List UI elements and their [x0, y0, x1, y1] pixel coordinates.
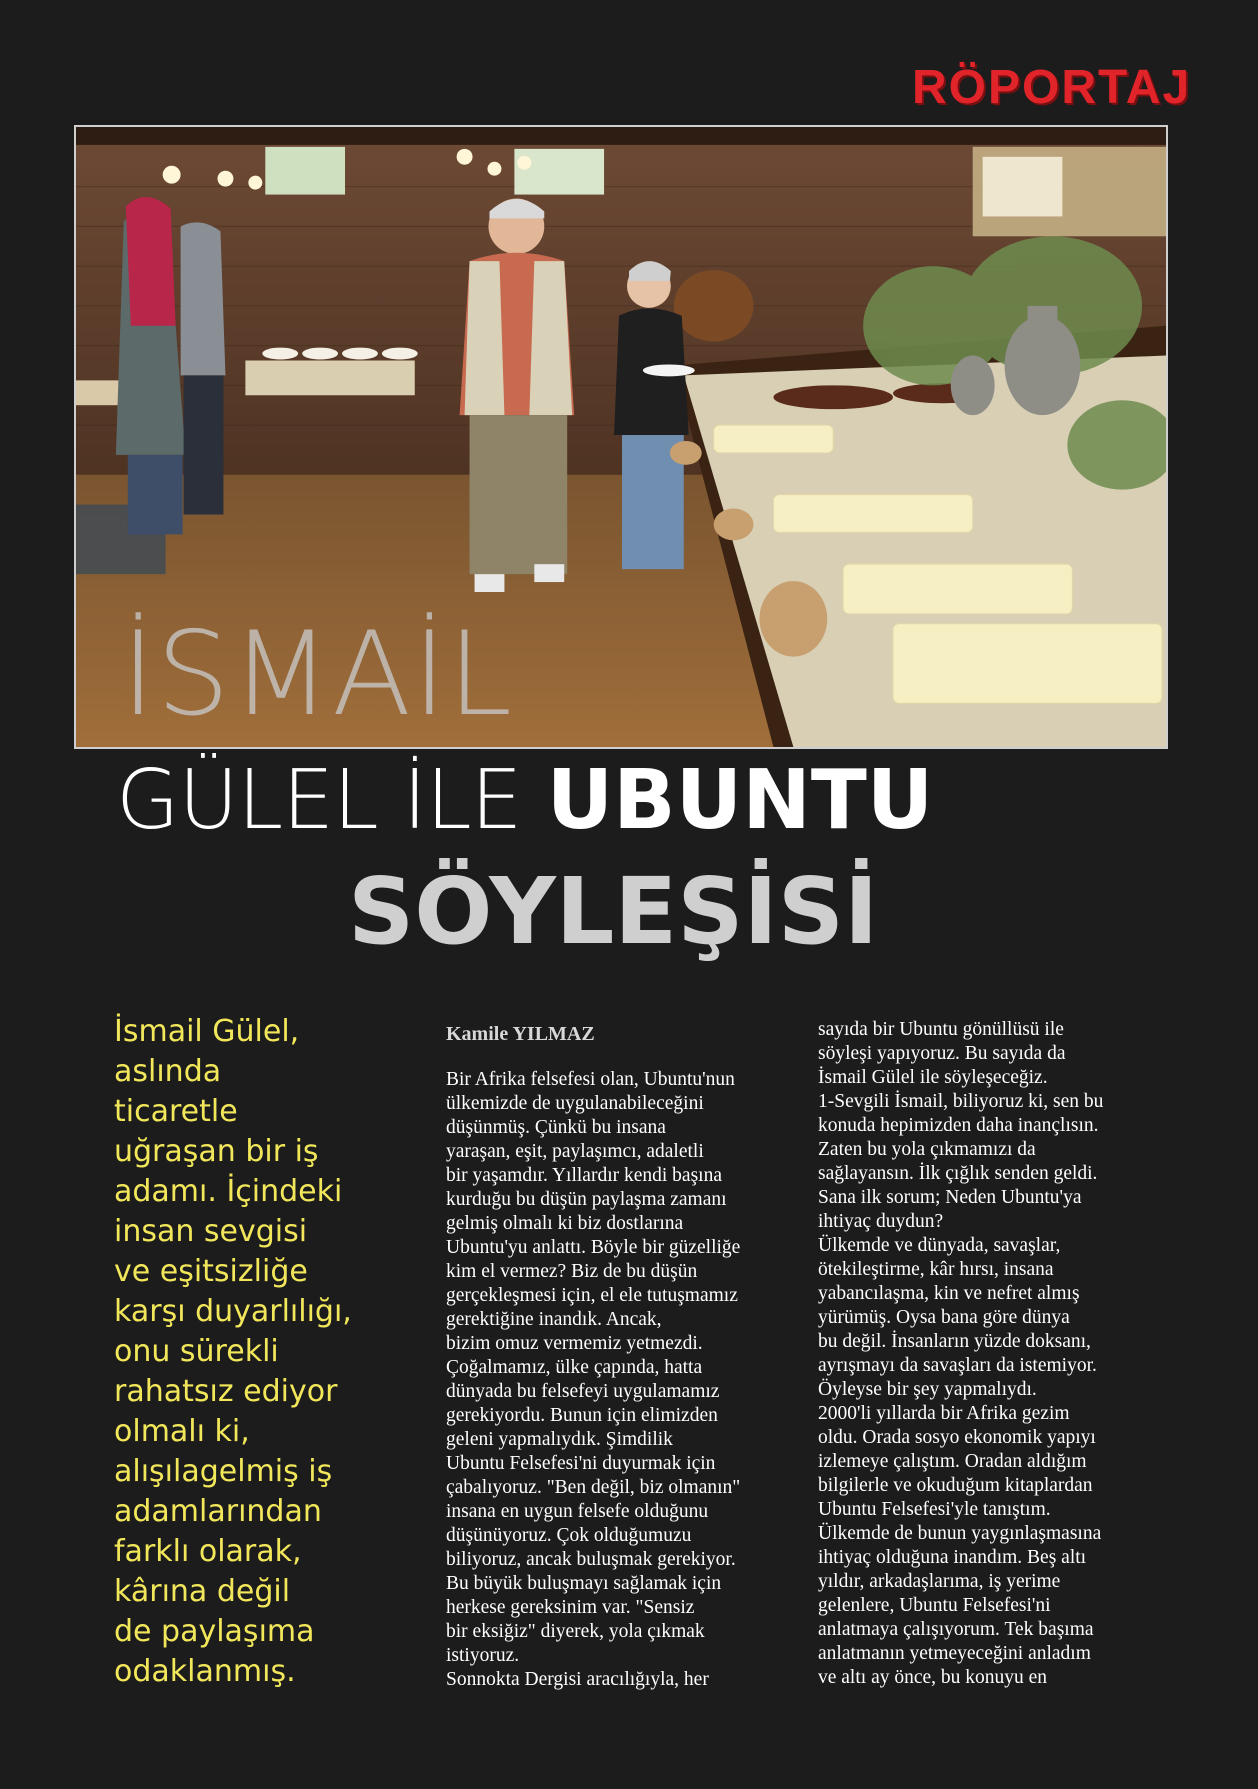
- column-1-line: biliyoruz, ancak buluşmak gerekiyor.: [446, 1549, 736, 1570]
- intro-line: odaklanmış.: [114, 1654, 296, 1689]
- column-2-line: bilgilerle ve okuduğum kitaplardan: [818, 1475, 1093, 1496]
- column-2-line: sayıda bir Ubuntu gönüllüsü ile: [818, 1019, 1064, 1040]
- intro-line: insan sevgisi: [114, 1214, 308, 1249]
- column-2-line: Ülkemde ve dünyada, savaşlar,: [818, 1235, 1061, 1256]
- feature-photo: [74, 125, 1168, 749]
- column-1-line: bir eksiğiz" diyerek, yola çıkmak: [446, 1621, 705, 1642]
- column-2-line: 2000'li yıllarda bir Afrika gezim: [818, 1403, 1070, 1424]
- column-1-line: insana en uygun felsefe olduğunu: [446, 1501, 709, 1522]
- column-1-line: kim el vermez? Biz de bu düşün: [446, 1261, 698, 1282]
- intro-line: karşı duyarlılığı,: [114, 1294, 352, 1329]
- column-2-line: Öyleyse bir şey yapmalıydı.: [818, 1379, 1037, 1400]
- column-1-line: gerektiğine inandık. Ancak,: [446, 1309, 662, 1330]
- column-2-line: bu değil. İnsanların yüzde doksanı,: [818, 1331, 1091, 1352]
- article-column-2: [818, 1018, 1158, 1690]
- column-1-line: bizim omuz vermemiz yetmezdi.: [446, 1333, 703, 1354]
- column-1-line: bir yaşamdır. Yıllardır kendi başına: [446, 1165, 722, 1186]
- intro-line: kârına değil: [114, 1574, 291, 1609]
- column-1-line: Ubuntu'yu anlattı. Böyle bir güzelliğe: [446, 1237, 741, 1258]
- column-2-line: Sana ilk sorum; Neden Ubuntu'ya: [818, 1187, 1082, 1208]
- intro-line: rahatsız ediyor: [114, 1374, 338, 1409]
- column-2-line: konuda hepimizden daha inançlısın.: [818, 1115, 1099, 1136]
- intro-line: alışılagelmiş iş: [114, 1454, 333, 1489]
- intro-line: aslında: [114, 1054, 222, 1089]
- byline: Kamile YILMAZ: [446, 1023, 595, 1045]
- column-1-line: Sonnokta Dergisi aracılığıyla, her: [446, 1669, 709, 1690]
- intro-line: de paylaşıma: [114, 1614, 315, 1649]
- column-2-line: söyleşi yapıyoruz. Bu sayıda da: [818, 1043, 1066, 1064]
- column-1-line: herkese gereksinim var. "Sensiz: [446, 1597, 695, 1618]
- intro-line: ve eşitsizliğe: [114, 1254, 308, 1289]
- column-1-line: Bir Afrika felsefesi olan, Ubuntu'nun: [446, 1069, 735, 1090]
- column-1-line: düşünmüş. Çünkü bu insana: [446, 1117, 666, 1138]
- intro-line: adamlarından: [114, 1494, 322, 1529]
- intro-line: onu sürekli: [114, 1334, 279, 1369]
- column-1-line: düşünüyoruz. Çok olduğumuzu: [446, 1525, 692, 1546]
- column-2-line: yabancılaşma, kin ve nefret almış: [818, 1283, 1080, 1304]
- intro-column: [114, 1012, 364, 1692]
- column-1-line: Bu büyük buluşmayı sağlamak için: [446, 1573, 722, 1594]
- column-1-line: dünyada bu felsefeyi uygulamamız: [446, 1381, 720, 1402]
- section-label: RÖPORTAJ: [912, 61, 1192, 114]
- column-2-line: izlemeye çalıştım. Oradan aldığım: [818, 1451, 1087, 1472]
- column-2-line: sağlayansın. İlk çığlık senden geldi.: [818, 1163, 1098, 1184]
- column-1-body: [446, 1068, 806, 1692]
- photo-overlay-name: İSMAİL: [121, 607, 514, 742]
- column-1-line: istiyoruz.: [446, 1645, 520, 1666]
- intro-line: ticaretle: [114, 1094, 238, 1129]
- column-2-line: Ülkemde de bunun yaygınlaşmasına: [818, 1523, 1102, 1544]
- column-1-line: Çoğalmamız, ülke çapında, hatta: [446, 1357, 703, 1378]
- column-1-line: Ubuntu Felsefesi'ni duyurmak için: [446, 1453, 716, 1474]
- column-1-line: geleni yapmalıydık. Şimdilik: [446, 1429, 673, 1450]
- column-2-line: 1-Sevgili İsmail, biliyoruz ki, sen bu: [818, 1091, 1104, 1112]
- intro-line: uğraşan bir iş: [114, 1134, 319, 1169]
- column-2-line: yürümüş. Oysa bana göre dünya: [818, 1307, 1070, 1328]
- column-2-line: ve altı ay önce, bu konuyu en: [818, 1667, 1048, 1688]
- headline-light-part: GÜLEL İLE: [116, 753, 547, 848]
- column-2-line: anlatmanın yetmeyeceğini anladım: [818, 1643, 1091, 1664]
- intro-line: olmalı ki,: [114, 1414, 250, 1449]
- article-column-1: [446, 1022, 806, 1692]
- intro-line: adamı. İçindeki: [114, 1174, 343, 1209]
- column-2-line: ötekileştirme, kâr hırsı, insana: [818, 1259, 1054, 1280]
- column-2-line: yıldır, arkadaşlarıma, iş yerime: [818, 1571, 1061, 1592]
- column-2-line: oldu. Orada sosyo ekonomik yapıyı: [818, 1427, 1096, 1448]
- column-2-line: ihtiyaç duydun?: [818, 1211, 944, 1232]
- column-2-line: gelenlere, Ubuntu Felsefesi'ni: [818, 1595, 1051, 1616]
- headline-line-1: [116, 753, 934, 848]
- column-2-line: Ubuntu Felsefesi'yle tanıştım.: [818, 1499, 1051, 1520]
- column-1-line: çabalıyoruz. "Ben değil, biz olmanın": [446, 1477, 741, 1498]
- column-1-line: kurduğu bu düşün paylaşma zamanı: [446, 1189, 727, 1210]
- column-1-line: gelmiş olmalı ki biz dostlarına: [446, 1213, 684, 1234]
- intro-line: İsmail Gülel,: [114, 1014, 300, 1049]
- headline-bold-part: UBUNTU: [546, 753, 934, 848]
- column-2-line: İsmail Gülel ile söyleşeceğiz.: [818, 1067, 1048, 1088]
- column-1-line: gerekiyordu. Bunun için elimizden: [446, 1405, 718, 1426]
- column-2-line: anlatmaya çalışıyorum. Tek başıma: [818, 1619, 1094, 1640]
- column-2-line: ayrışmayı da savaşları da istemiyor.: [818, 1355, 1097, 1376]
- column-1-line: gerçekleşmesi için, el ele tutuşmamız: [446, 1285, 738, 1306]
- column-1-line: yaraşan, eşit, paylaşımcı, adaletli: [446, 1141, 704, 1162]
- intro-line: farklı olarak,: [114, 1534, 302, 1569]
- column-2-line: ihtiyaç olduğuna inandım. Beş altı: [818, 1547, 1087, 1568]
- column-2-line: Zaten bu yola çıkmamızı da: [818, 1139, 1036, 1160]
- column-2-body: [818, 1018, 1158, 1690]
- column-1-line: ülkemizde de uygulanabileceğini: [446, 1093, 704, 1114]
- headline-line-2: SÖYLEŞİSİ: [348, 858, 879, 965]
